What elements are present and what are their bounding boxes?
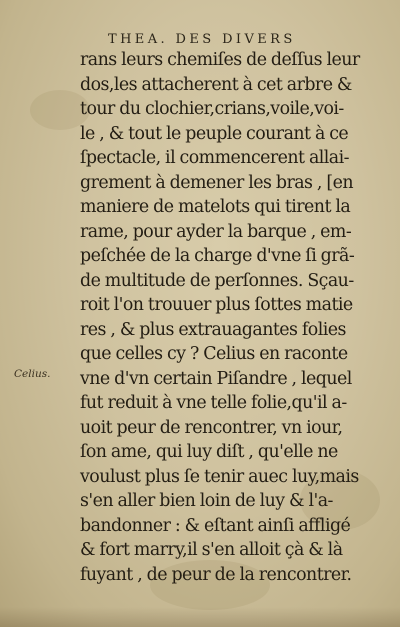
text-line: tour du clochier,crians,voile,voi- [80, 99, 344, 119]
text-line: uoit peur de rencontrer, vn iour, [80, 417, 343, 438]
text-line: maniere de matelots qui tirent la [80, 197, 351, 217]
text-line: res , & plus extrauagantes folies [80, 319, 346, 340]
text-line: ſpectacle, il commencerent allai- [80, 148, 349, 168]
text-line: & fort marry,il s'en alloit çà & là [80, 540, 343, 560]
text-line: vne d'vn certain Piſandre , lequel [80, 368, 352, 389]
text-line: s'en aller bien loin de luy & l'a- [80, 491, 333, 511]
page-edge-shadow [0, 607, 400, 627]
text-line: fut reduit à vne telle folie,qu'il a- [80, 393, 347, 413]
text-line: rame, pour ayder la barque , em- [80, 221, 352, 242]
text-line: que celles cy ? Celius en raconte [80, 344, 348, 364]
text-line: roit l'on trouuer plus ſottes matie [80, 295, 353, 315]
running-title: THEA. DES DIVERS [108, 32, 296, 47]
marginal-note: Celius. [14, 368, 51, 380]
text-line: dos,les attacherent à cet arbre & [80, 74, 352, 95]
text-line: grement à demener les bras , [en [80, 172, 353, 193]
text-line: de multitude de perſonnes. Sçau- [80, 270, 354, 291]
text-line: rans leurs chemiſes de deſſus leur [80, 50, 360, 70]
text-line: bandonner : & eſtant ainſi affligé [80, 515, 351, 536]
text-line: ſon ame, qui luy diſt , qu'elle ne [80, 442, 338, 462]
text-line: peſchée de la charge d'vne ſi grã- [80, 246, 355, 266]
text-line: le , & tout le peuple courant à ce [80, 123, 349, 144]
text-line: fuyant , de peur de la rencontrer. [80, 564, 352, 585]
text-line: voulust plus ſe tenir auec luy,mais [80, 466, 359, 487]
